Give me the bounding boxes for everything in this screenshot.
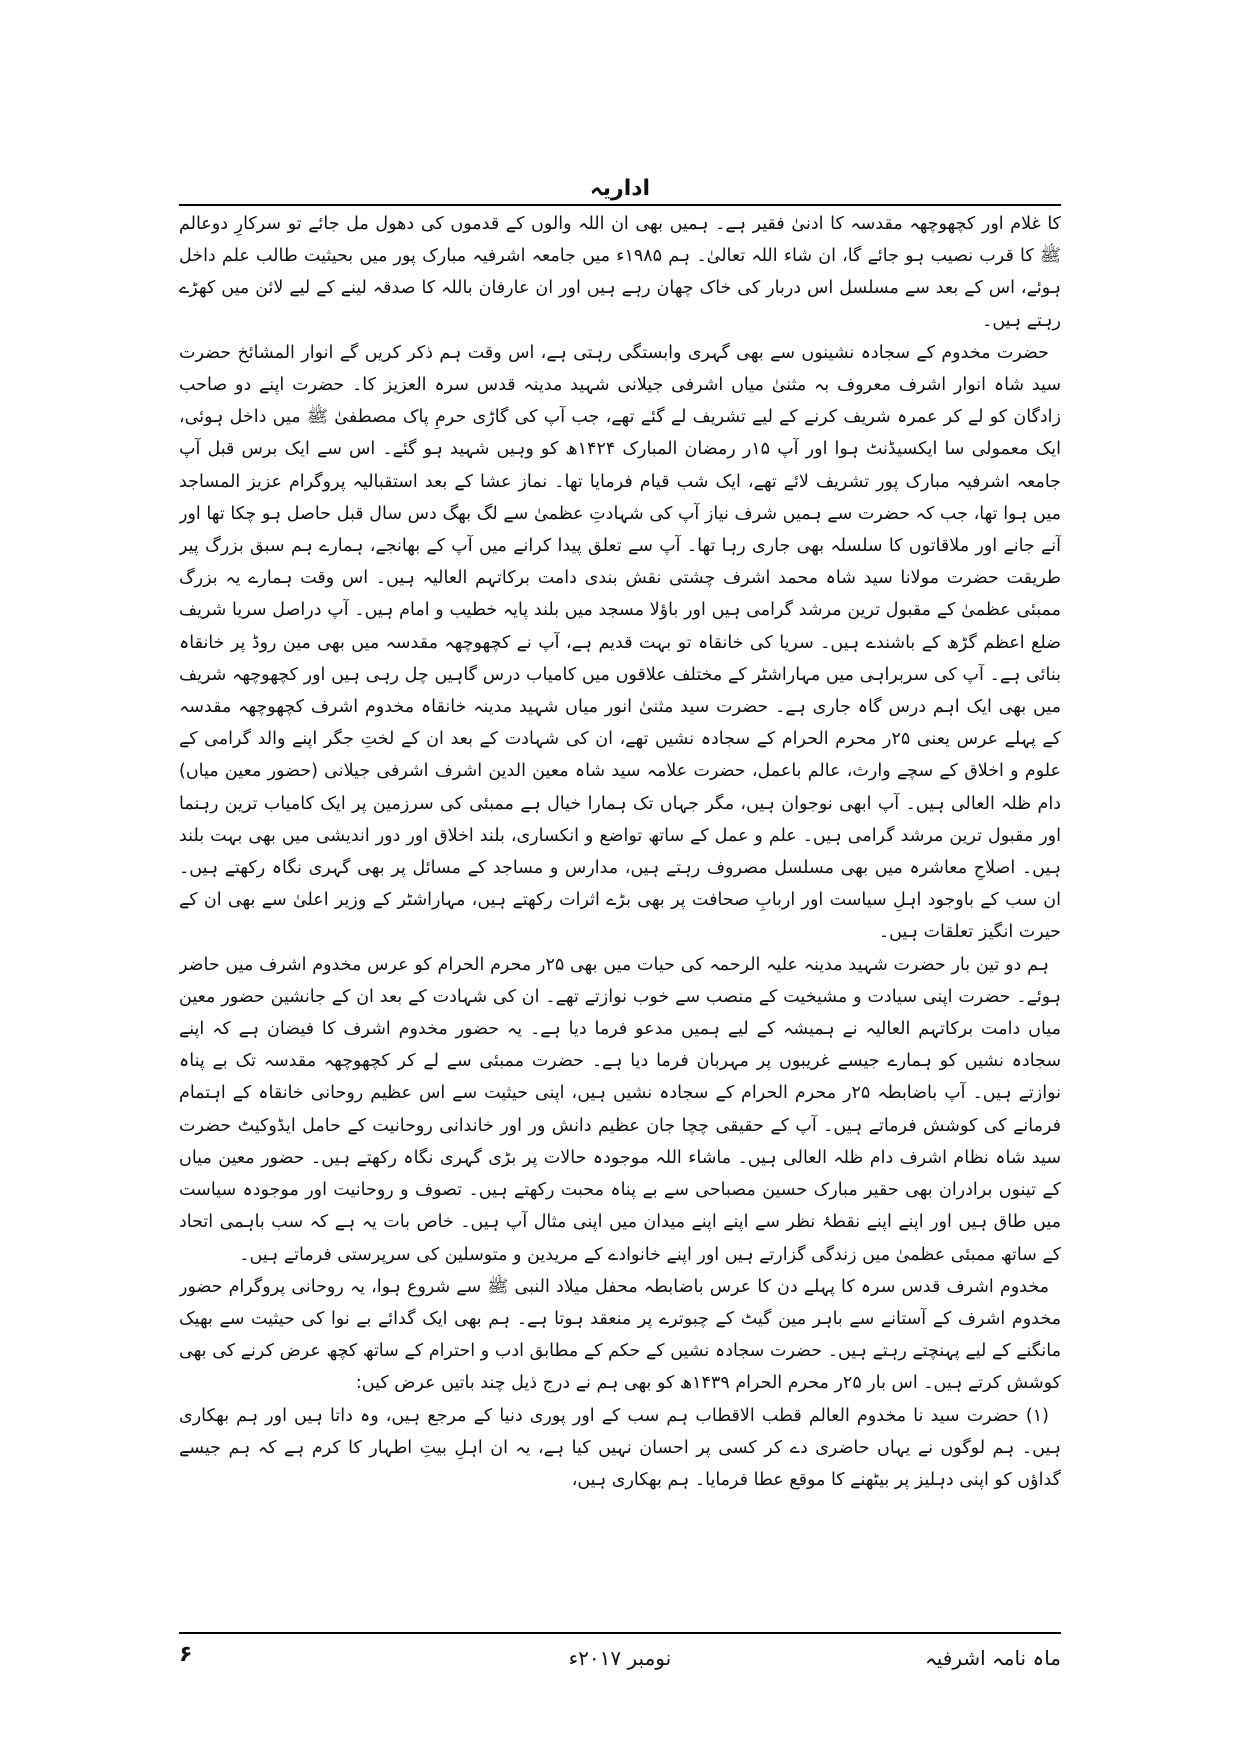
page-footer bbox=[179, 1642, 1061, 1682]
page-title: اداریہ bbox=[589, 176, 651, 201]
paragraph-3: ہم دو تین بار حضرت شہید مدینہ علیہ الرحمہ کی حیات میں بھی ۲۵ر محرم الحرام کو عرس مخدوم اشرف میں حاضر ہوئے۔ حضرت اپنی سیادت و مشیخیت کے منصب سے خوب نوازتے تھے۔ ان کی شہادت کے بعد ان کے جانشین حضور معین میاں دامت برکاتہم العالیہ نے ہمیشہ کے لیے ہمیں مدعو فرما دیا ہے۔ یہ حضور مخدوم اشرف کا فیضان ہے کہ اپنے سجادہ نشیں کو ہمارے جیسے غریبوں پر مہربان فرما دیا ہے۔ حضرت ممبئی سے لے کر کچھوچھہ مقدسہ تک بے پناہ نوازتے ہیں۔ آپ باضابطہ ۲۵ر محرم الحرام کے سجادہ نشیں ہیں، اپنی حیثیت سے اس عظیم روحانی خانقاہ کے اہتمام فرمانے کی کوشش فرماتے ہیں۔ آپ کے حقیقی چچا جان عظیم دانش ور اور خاندانی روحانیت کے حامل ایڈوکیٹ حضرت سید شاہ نظام اشرف دام ظلہ العالی ہیں۔ ماشاء اللہ موجودہ حالات پر بڑی گہری نگاہ رکھتے ہیں۔ حضور معین میاں کے تینوں برادران بھی حقیر مبارک حسین مصباحی سے بے پناہ محبت رکھتے ہیں۔ تصوف و روحانیت اور موجودہ سیاست میں طاق ہیں اور اپنے اپنے نقطۂ نظر سے اپنے اپنے میدان میں اپنی مثال آپ ہیں۔ خاص بات یہ ہے کہ سب باہمی اتحاد کے ساتھ ممبئی عظمیٰ میں زندگی گزارتے ہیں اور اپنے خانوادے کے مریدین و متوسلین کی سرپرستی فرماتے ہیں۔ bbox=[179, 954, 1061, 1265]
issue-date: نومبر ۲۰۱۷ء bbox=[568, 1646, 672, 1670]
paragraph-5: (۱) حضرت سید نا مخدوم العالم قطب الاقطاب ہم سب کے اور پوری دنیا کے مرجع ہیں، وہ داتا ہیں اور ہم بھکاری ہیں۔ ہم لوگوں نے یہاں حاضری دے کر کسی پر احسان نہیں کیا ہے، یہ ان اہلِ بیتِ اطہار کا کرم ہے کہ ہم جیسے گداؤں کو اپنی دہلیز پر بیٹھنے کا موقع عطا فرمایا۔ ہم بھکاری ہیں، bbox=[179, 1405, 1061, 1490]
paragraph-1: کا غلام اور کچھوچھہ مقدسہ کا ادنیٰ فقیر ہے۔ ہمیں بھی ان اللہ والوں کے قدموں کی دھول مل جائے تو سرکارِ دوعالم ﷺ کا قرب نصیب ہو جائے گا، ان شاء اللہ تعالیٰ۔ ہم ۱۹۸۵ء میں جامعہ اشرفیہ مبارک پور میں بحیثیت طالب علم داخل ہوئے، اس کے بعد سے مسلسل اس دربار کی خاک چھان رہے ہیں اور ان عارفان باللہ کا صدقہ لینے کے لیے لائن میں کھڑے رہتے ہیں۔ bbox=[179, 214, 1061, 331]
article-body bbox=[179, 208, 1061, 1713]
paragraph-4: مخدوم اشرف قدس سرہ کا پہلے دن کا عرس باضابطہ محفل میلاد النبی ﷺ سے شروع ہوا، یہ روحانی پروگرام حضور مخدوم اشرف کے آستانے سے باہر مین گیٹ کے چبوترے پر منعقد ہوتا ہے۔ ہم بھی ایک گدائے بے نوا کی حیثیت سے بھیک مانگنے کے لیے پہنچتے رہتے ہیں۔ حضرت سجادہ نشیں کے حکم کے مطابق ادب و احترام کے ساتھ کچھ عرض کرنے کی بھی کوشش کرتے ہیں۔ اس بار ۲۵ر محرم الحرام ۱۴۳۹ھ کو بھی ہم نے درج ذیل چند باتیں عرض کیں: bbox=[179, 1276, 1061, 1394]
bottom-divider bbox=[179, 1632, 1061, 1634]
top-divider bbox=[179, 204, 1061, 206]
magazine-name: ماہ نامہ اشرفیہ bbox=[925, 1646, 1061, 1670]
page-number: ۶ bbox=[179, 1642, 193, 1667]
paragraph-2: حضرت مخدوم کے سجادہ نشینوں سے بھی گہری وابستگی رہتی ہے، اس وقت ہم ذکر کریں گے انوار المشائخ حضرت سید شاہ انوار اشرف معروف بہ مثنیٰ میاں اشرفی جیلانی شہید مدینہ قدس سرہ العزیز کا۔ حضرت اپنے دو صاحب زادگان کو لے کر عمرہ شریف کرنے کے لیے تشریف لے گئے تھے، جب آپ کی گاڑی حرمِ پاک مصطفیٰ ﷺ میں داخل ہوئی، ایک معمولی سا ایکسیڈنٹ ہوا اور آپ ۱۵ر رمضان المبارک ۱۴۲۴ھ کو وہیں شہید ہو گئے۔ اس سے ایک برس قبل آپ جامعہ اشرفیہ مبارک پور تشریف لائے تھے، ایک شب قیام فرمایا تھا۔ نماز عشا کے بعد استقبالیہ پروگرام عزیز المساجد میں ہوا تھا، جب کہ حضرت سے ہمیں شرف نیاز آپ کی شہادتِ عظمیٰ سے لگ بھگ دس سال قبل حاصل ہو چکا تھا اور آنے جانے اور ملاقاتوں کا سلسلہ بھی جاری رہا تھا۔ آپ سے تعلق پیدا کرانے میں آپ کے بھانجے، ہمارے ہم سبق بزرگ پیر طریقت حضرت مولانا سید شاہ محمد اشرف چشتی نقش بندی دامت برکاتہم العالیہ ہیں۔ اس وقت ہمارے یہ بزرگ ممبئی عظمیٰ کے مقبول ترین مرشد گرامی ہیں اور باؤلا مسجد میں بلند پایہ خطیب و امام ہیں۔ آپ دراصل سریا شریف ضلع اعظم گڑھ کے باشندے ہیں۔ سریا کی خانقاہ تو بہت قدیم ہے، آپ نے کچھوچھہ مقدسہ میں بھی مین روڈ پر خانقاہ بنائی ہے۔ آپ کی سربراہی میں مہاراشٹر کے مختلف علاقوں میں کامیاب درس گاہیں چل رہی ہیں اور کچھوچھہ شریف میں بھی ایک اہم درس گاہ جاری ہے۔ حضرت سید مثنیٰ انور میاں شہید مدینہ خانقاہ مخدوم اشرف کچھوچھہ مقدسہ کے پہلے عرس یعنی ۲۵ر محرم الحرام کے سجادہ نشیں تھے، ان کی شہادت کے بعد ان کے لختِ جگر اپنے والد گرامی کے علوم و اخلاق کے سچے وارث، عالم باعمل، حضرت علامہ سید شاہ معین الدین اشرف اشرفی جیلانی (حضور معین میاں) دام ظلہ العالی ہیں۔ آپ ابھی نوجوان ہیں، مگر جہاں تک ہمارا خیال ہے ممبئی کی سرزمین پر ایک کامیاب ترین رہنما اور مقبول ترین مرشد گرامی ہیں۔ علم و عمل کے ساتھ تواضع و انکساری، بلند اخلاق اور دور اندیشی میں بھی بہت بلند ہیں۔ اصلاحِ معاشرہ میں بھی مسلسل مصروف رہتے ہیں، مدارس و مساجد کے مسائل پر بھی گہری نگاہ رکھتے ہیں۔ ان سب کے باوجود اہلِ سیاست اور اربابِ صحافت پر بھی بڑے اثرات رکھتے ہیں، مہاراشٹر کے وزیر اعلیٰ سے بھی ان کے حیرت انگیز تعلقات ہیں۔ bbox=[179, 342, 1061, 943]
